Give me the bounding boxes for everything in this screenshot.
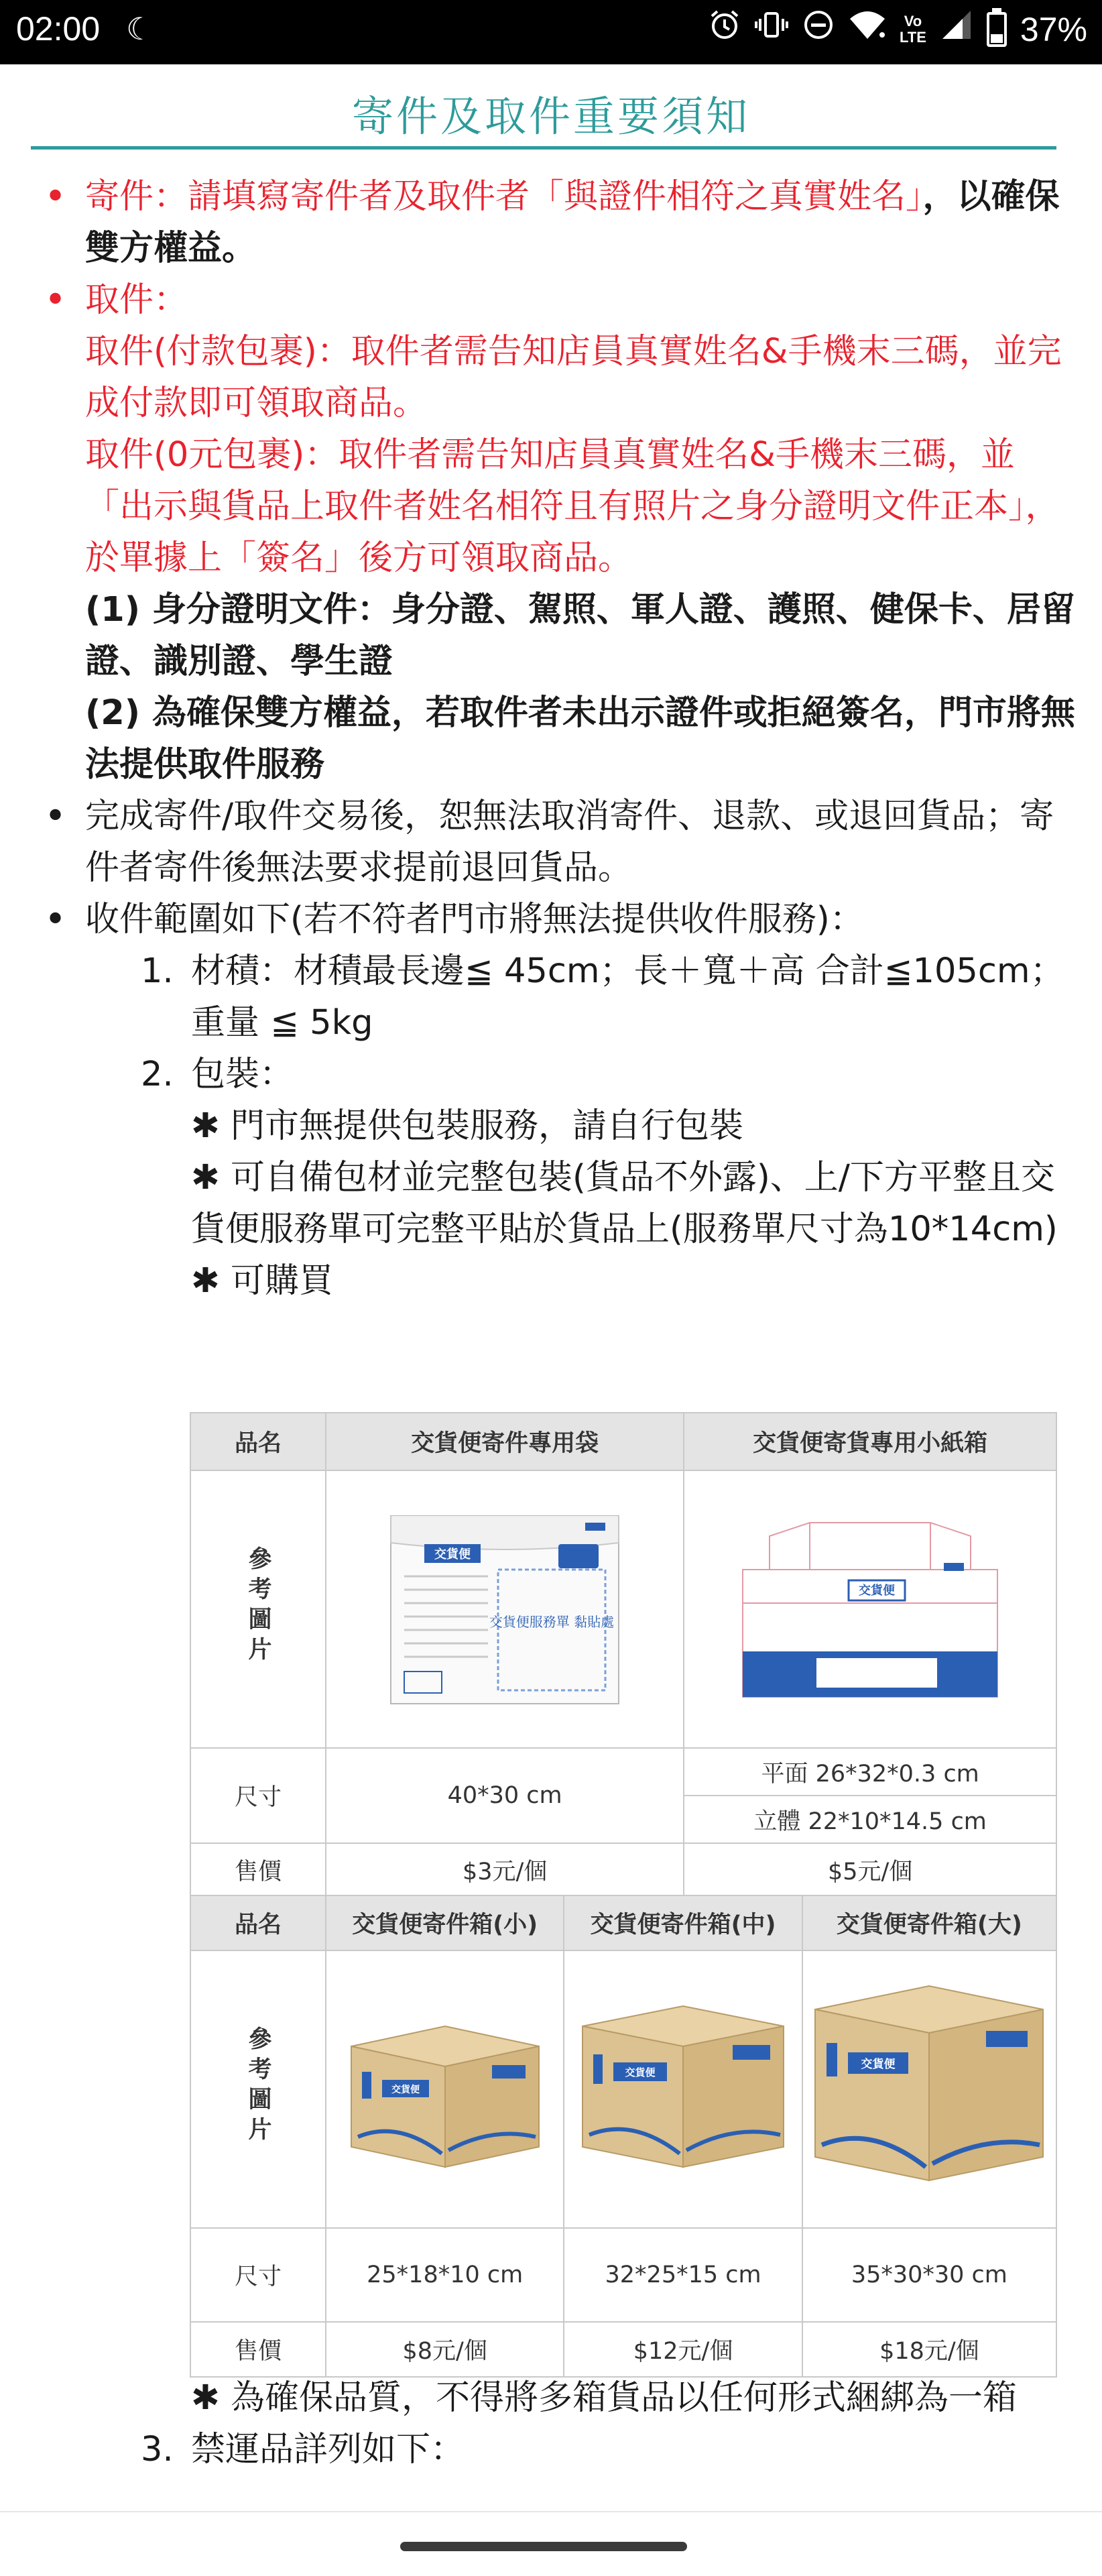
- pickup-paid-text: 取件(付款包裹)：取件者需告知店員真實姓名&手機末三碼，並完成付款即可領取商品。: [85, 332, 1062, 423]
- dnd-icon: [802, 8, 835, 51]
- battery-icon: [987, 12, 1007, 47]
- small-box-name: 交貨便寄件箱(小): [326, 1895, 564, 1950]
- medium-box-logo-text: 交貨便: [625, 2066, 656, 2079]
- size-limit-text: 材積：材積最長邊≦ 45cm；長＋寬＋高 合計≦105cm；重量 ≦ 5kg: [191, 951, 1064, 1043]
- header-ref-image: [190, 1470, 326, 1748]
- box-price: $5元/個: [684, 1843, 1056, 1897]
- send-rule-suffix: ，以確保雙方權益。: [85, 177, 1060, 268]
- asterisk-icon: ✱: [191, 1106, 220, 1146]
- large-box-image-cell: [802, 1950, 1056, 2228]
- bullet-dot: •: [44, 175, 67, 219]
- title-divider: [31, 146, 1056, 150]
- no-cancel-text: 完成寄件/取件交易後，恕無法取消寄件、退款、或退回貨品；寄件者寄件後無法要求提前退回貨品。: [85, 797, 1054, 888]
- large-box-image: [805, 1969, 1053, 2204]
- ref-image-label: 參考圖片: [245, 2026, 271, 2147]
- mailer-bag-image: [371, 1496, 639, 1717]
- packaging-note-4-text: 為確保品質，不得將多箱貨品以任何形式綑綁為一箱: [230, 2378, 1017, 2418]
- header-ref-image: [190, 1950, 326, 2228]
- pickup-label: 取件：: [85, 280, 188, 320]
- list-item-packaging: [0, 1049, 1102, 1100]
- flat-box-image: [729, 1496, 1011, 1717]
- asterisk-icon: ✱: [191, 1158, 220, 1197]
- header-price: 售價: [190, 1843, 326, 1897]
- medium-box-image-cell: [564, 1950, 802, 2228]
- box-name: 交貨便寄貨專用小紙箱: [684, 1413, 1056, 1470]
- header-size: [190, 1748, 326, 1843]
- packaging-label: 包裝：: [191, 1055, 294, 1094]
- id-documents-note: (1) 身分證明文件：身分證、駕照、軍人證、護照、健保卡、居留證、識別證、學生證: [85, 590, 1075, 681]
- packaging-note-1: [0, 1100, 1102, 1152]
- list-item-prohibited: [0, 2424, 1102, 2475]
- bag-size: 40*30 cm: [326, 1748, 684, 1843]
- list-number: 1.: [141, 951, 174, 991]
- bag-label-text: 交貨便服務單 黏貼處: [489, 1613, 615, 1630]
- product-table-bags: [190, 1412, 1057, 1897]
- home-gesture-handle[interactable]: [400, 2542, 687, 2551]
- packaging-note-4: [0, 2372, 1102, 2424]
- small-box-image: [331, 1986, 559, 2187]
- box-image-cell: [684, 1470, 1056, 1748]
- volte-top: Vo: [904, 13, 922, 30]
- ref-image-label: 參考圖片: [245, 1545, 271, 1667]
- list-number: 3.: [141, 2430, 174, 2469]
- gesture-nav-bar: [0, 2511, 1102, 2576]
- bullet-dot: •: [44, 795, 67, 838]
- product-table-boxes: [190, 1895, 1057, 2378]
- small-box-price: $8元/個: [326, 2322, 564, 2377]
- box-size-3d: 立體 22*10*14.5 cm: [684, 1796, 1056, 1843]
- bullet-no-cancel: [0, 791, 1102, 894]
- status-bar: [0, 0, 1102, 64]
- packaging-note-2: [0, 1152, 1102, 1255]
- header-size: 尺寸: [190, 2228, 326, 2322]
- bullet-send: [0, 171, 1102, 274]
- notice-content-bottom: [0, 2372, 1102, 2475]
- large-box-logo-text: 交貨便: [861, 2057, 896, 2071]
- small-box-size: 25*18*10 cm: [326, 2228, 564, 2322]
- signal-icon: [940, 8, 973, 51]
- box-size-flat: 平面 26*32*0.3 cm: [684, 1748, 1056, 1796]
- header-name: 品名: [190, 1413, 326, 1470]
- battery-percent: 37%: [1020, 11, 1087, 48]
- bag-name: 交貨便寄件專用袋: [326, 1413, 684, 1470]
- medium-box-size: 32*25*15 cm: [564, 2228, 802, 2322]
- battery-fill: [991, 34, 1003, 43]
- bag-price: $3元/個: [326, 1843, 684, 1897]
- wifi-icon: [849, 8, 886, 51]
- box-logo-text: 交貨便: [859, 1583, 896, 1598]
- list-number: 2.: [141, 1055, 174, 1094]
- send-rule-text: 寄件：請填寫寄件者及取件者「與證件相符之真實姓名」: [85, 177, 923, 217]
- asterisk-icon: ✱: [191, 1261, 220, 1301]
- pickup-free-text: 取件(0元包裹)：取件者需告知店員真實姓名&手機末三碼，並「出示與貨品上取件者姓名相符且有照片之身分證明文件正本」，於單據上「簽名」後方可領取商品。: [85, 435, 1060, 578]
- large-box-size: 35*30*30 cm: [802, 2228, 1056, 2322]
- volte-bottom: LTE: [900, 29, 926, 46]
- scope-text: 收件範圍如下(若不符者門市將無法提供收件服務)：: [85, 900, 864, 939]
- medium-box-image: [569, 1979, 797, 2194]
- bag-image-cell: [326, 1470, 684, 1748]
- prohibited-label: 禁運品詳列如下：: [191, 2430, 465, 2469]
- medium-box-name: 交貨便寄件箱(中): [564, 1895, 802, 1950]
- signature-note: (2) 為確保雙方權益，若取件者未出示證件或拒絕簽名，門市將無法提供取件服務: [85, 693, 1075, 784]
- packaging-note-1-text: 門市無提供包裝服務，請自行包裝: [230, 1106, 743, 1146]
- bag-logo-text: 交貨便: [434, 1547, 471, 1562]
- header-name: 品名: [190, 1895, 326, 1950]
- small-box-logo-text: 交貨便: [391, 2084, 420, 2095]
- large-box-price: $18元/個: [802, 2322, 1056, 2377]
- volte-icon: [900, 13, 926, 46]
- bullet-pickup: [0, 274, 1102, 326]
- moon-icon: ☾: [126, 11, 154, 46]
- small-box-image-cell: [326, 1950, 564, 2228]
- status-icons: [708, 8, 1087, 51]
- list-item-size: [0, 945, 1102, 1049]
- header-price: 售價: [190, 2322, 326, 2377]
- page-title: 寄件及取件重要須知: [351, 92, 750, 141]
- notice-content: [0, 171, 1102, 1307]
- size-label: 尺寸: [234, 1784, 282, 1811]
- vibrate-icon: [755, 8, 788, 51]
- packaging-note-2-text: 可自備包材並完整包裝(貨品不外露)、上/下方平整且交貨便服務單可完整平貼於貨品上(服務單尺寸為10*14cm): [191, 1158, 1058, 1249]
- bullet-dot: •: [44, 898, 67, 941]
- asterisk-icon: ✱: [191, 2378, 220, 2418]
- bullet-dot: •: [44, 278, 67, 322]
- status-time: 02:00: [16, 10, 101, 48]
- packaging-note-3: [0, 1255, 1102, 1307]
- medium-box-price: $12元/個: [564, 2322, 802, 2377]
- packaging-note-3-text: 可購買: [230, 1261, 333, 1301]
- alarm-icon: [708, 8, 741, 51]
- large-box-name: 交貨便寄件箱(大): [802, 1895, 1056, 1950]
- bullet-scope: [0, 894, 1102, 945]
